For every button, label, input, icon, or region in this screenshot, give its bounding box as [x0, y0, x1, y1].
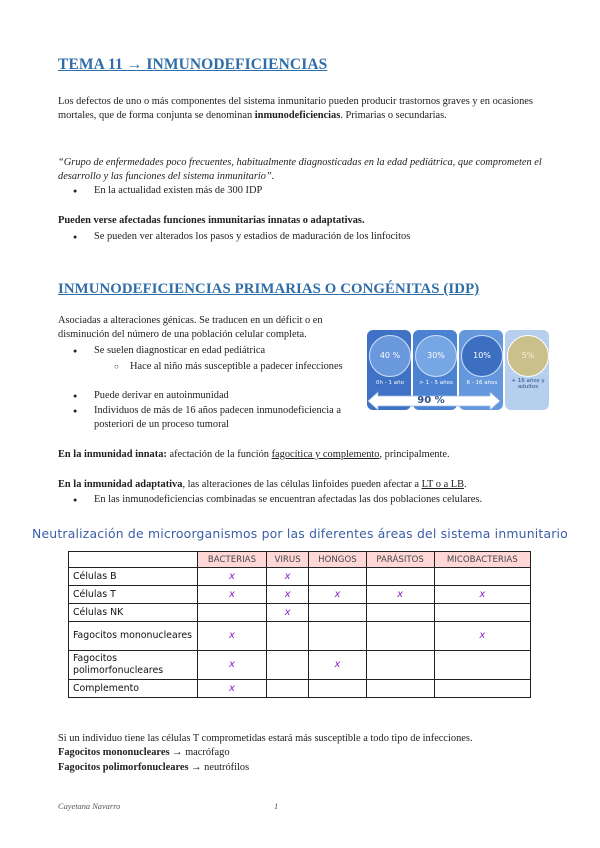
quote: “Grupo de enfermedades poco frecuentes, habitualmente diagnosticadas en la edad pediátrica, que comprometen el desarrollo y las funciones del sistema inmunitario”. — [58, 157, 542, 182]
table-cell — [366, 680, 434, 698]
table-cell — [309, 622, 366, 651]
table-header-cell: HONGOS — [309, 552, 366, 568]
table-cell — [309, 604, 366, 622]
table-header-cell: VIRUS — [266, 552, 308, 568]
row-label: Complemento — [69, 680, 198, 698]
table-cell: x — [198, 622, 267, 651]
adaptive-underlined: LT o a LB — [421, 479, 465, 490]
table-row — [69, 680, 531, 698]
adaptive-label: En la inmunidad adaptativa — [58, 479, 183, 490]
list-item: ○ Hace al niño más susceptible a padecer infecciones — [58, 360, 348, 374]
table-cell: x — [266, 604, 308, 622]
table-header-cell: PARÁSITOS — [366, 552, 434, 568]
table-cell: x — [198, 586, 267, 604]
table-cell — [309, 568, 366, 586]
functions-list — [58, 230, 544, 244]
section-title: INMUNODEFICIENCIAS PRIMARIAS O CONGÉNITAS (IDP) — [58, 281, 480, 297]
age-caption-3: 6 - 16 años — [466, 380, 498, 386]
table-cell: x — [309, 651, 366, 680]
innate-text-end: , principalmente. — [379, 449, 450, 460]
percent-circle-2: 30% — [415, 335, 457, 377]
adaptive-paragraph — [58, 478, 544, 492]
table-cell: x — [309, 586, 366, 604]
table-row — [69, 622, 531, 651]
functions-heading-text: Pueden verse afectadas funciones inmunitarias innatas o adaptativas. — [58, 215, 365, 226]
table-header-cell: MICOBACTERIAS — [434, 552, 530, 568]
section2-list-2 — [58, 389, 358, 432]
table-cell — [366, 651, 434, 680]
table-cell: x — [198, 651, 267, 680]
table-cell — [366, 604, 434, 622]
percent-circle-3: 10% — [461, 335, 503, 377]
intro-text-end: . Primarias o secundarias. — [340, 110, 447, 121]
percent-circle-1: 40 % — [369, 335, 411, 377]
footer-page-number: 1 — [274, 802, 279, 811]
closing-text-1: macrófago — [182, 747, 230, 758]
table-row — [69, 651, 531, 680]
closing-bold-2: Fagocitos polimorfonucleares — [58, 762, 189, 773]
row-label: Células B — [69, 568, 198, 586]
list-item: ● En las inmunodeficiencias combinadas se encuentran afectadas las dos poblaciones celulares. — [58, 493, 544, 507]
table-cell: x — [198, 680, 267, 698]
closing-bold-1: Fagocitos mononucleares → — [58, 747, 183, 758]
table-header-row — [69, 552, 531, 568]
list-item: ● Puede derivar en autoinmunidad — [58, 389, 358, 403]
table-cell — [266, 651, 308, 680]
table-cell — [309, 680, 366, 698]
section2-sublist — [58, 360, 348, 374]
innate-label: En la inmunidad innata: — [58, 449, 167, 460]
age-infographic — [367, 330, 549, 410]
row-label: Fagocitos polimorfonucleares — [69, 651, 198, 680]
table-cell — [198, 604, 267, 622]
adaptive-text-end: . — [464, 479, 467, 490]
table-cell: x — [434, 622, 530, 651]
percent-circle-4: 5% — [507, 335, 549, 377]
table-cell: x — [366, 586, 434, 604]
closing-line-3 — [58, 761, 544, 775]
table-header-cell — [69, 552, 198, 568]
row-label: Células NK — [69, 604, 198, 622]
table-title: Neutralización de microorganismos por las diferentes áreas del sistema inmunitario — [32, 526, 568, 541]
table-cell: x — [266, 568, 308, 586]
microorganism-table — [68, 551, 531, 698]
innate-text: afectación de la función — [166, 449, 272, 460]
list-item: ● Individuos de más de 16 años padecen inmunodeficiencia a posteriori de un proceso tumoral — [58, 404, 358, 432]
table-cell — [266, 622, 308, 651]
adaptive-text: , las alteraciones de las células linfoides pueden afectar a — [182, 479, 422, 490]
table-row — [69, 568, 531, 586]
closing-line-2 — [58, 746, 544, 760]
age-caption-1: 0h - 1 año — [376, 380, 404, 386]
row-label: Fagocitos mononucleares — [69, 622, 198, 651]
table-cell — [434, 651, 530, 680]
range-arrow-label: 90 % — [417, 395, 445, 406]
table-header-cell: BACTERIAS — [198, 552, 267, 568]
list-item: ● Se pueden ver alterados los pasos y estadios de maduración de los linfocitos — [58, 230, 544, 244]
table-cell — [434, 680, 530, 698]
list-item: ● En la actualidad existen más de 300 IDP — [58, 184, 544, 198]
intro-paragraph — [58, 95, 544, 123]
adaptive-list — [58, 493, 544, 507]
table-cell: x — [434, 586, 530, 604]
table-cell — [434, 604, 530, 622]
age-caption-2: > 1 - 5 años — [419, 380, 453, 386]
table-cell — [266, 680, 308, 698]
table-cell — [434, 568, 530, 586]
footer-author: Cayetana Navarro — [58, 802, 121, 811]
list-item: ● Se suelen diagnosticar en edad pediátrica — [58, 344, 358, 358]
intro-bold-term: inmunodeficiencias — [254, 110, 341, 121]
table-cell — [366, 622, 434, 651]
closing-text-2: → neutrófilos — [188, 762, 250, 773]
innate-paragraph — [58, 448, 544, 462]
table-cell: x — [266, 586, 308, 604]
age-caption-4: + 16 años y adultos — [511, 378, 545, 390]
intro-text: Los defectos de uno o más componentes del sistema inmunitario pueden producir trastornos graves y en ocasiones mortales, que de forma conjunta se denominan — [58, 96, 533, 121]
table-row — [69, 586, 531, 604]
row-label: Células T — [69, 586, 198, 604]
innate-underlined: fagocítica y complemento — [271, 449, 380, 460]
section2-paragraph: Asociadas a alteraciones génicas. Se traducen en un déficit o en disminución del número de una población celular completa. — [58, 315, 323, 340]
section2-list — [58, 344, 358, 358]
quote-list — [58, 184, 544, 198]
table-row — [69, 604, 531, 622]
functions-heading — [58, 214, 544, 228]
page-title: TEMA 11 → INMUNODEFICIENCIAS — [58, 56, 328, 73]
table-cell — [366, 568, 434, 586]
table-cell: x — [198, 568, 267, 586]
closing-line-1: Si un individuo tiene las células T comprometidas estará más susceptible a todo tipo de infecciones. — [58, 733, 473, 744]
